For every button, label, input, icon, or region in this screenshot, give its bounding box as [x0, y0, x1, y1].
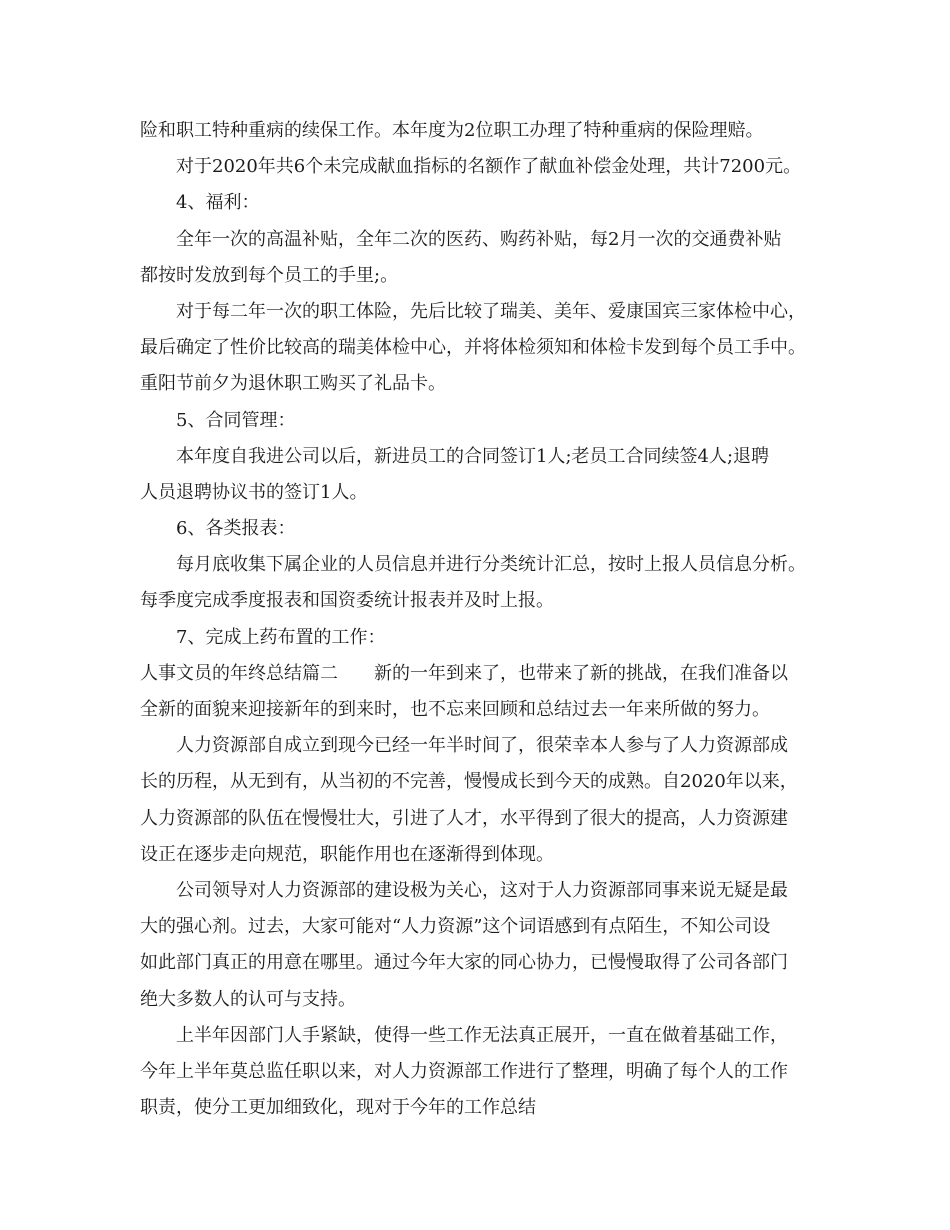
text-line: 绝大多数人的认可与支持。	[140, 988, 356, 1010]
text-line: 本年度自我进公司以后，新进员工的合同签订1人;老员工合同续签4人;退聘	[176, 445, 770, 467]
text-line: 人员退聘协议书的签订1人。	[140, 481, 368, 503]
text-line: 6、各类报表：	[176, 518, 296, 540]
text-line: 如此部门真正的用意在哪里。通过今年大家的同心协力，已慢慢取得了公司各部门	[140, 952, 788, 974]
text-line: 人力资源部自成立到现今已经一年半时间了，很荣幸本人参与了人力资源部成	[176, 735, 788, 757]
text-line: 4、福利：	[176, 192, 260, 214]
text-line: 每季度完成季度报表和国资委统计报表并及时上报。	[140, 590, 554, 612]
text-line: 人事文员的年终总结篇二 新的一年到来了，也带来了新的挑战，在我们准备以	[140, 662, 788, 684]
text-line: 大的强心剂。过去，大家可能对“人力资源”这个词语感到有点陌生，不知公司设	[140, 916, 771, 938]
text-line: 职责，使分工更加细致化，现对于今年的工作总结	[140, 1097, 536, 1119]
text-line: 长的历程，从无到有，从当初的不完善，慢慢成长到今天的成熟。自2020年以来，	[140, 771, 798, 793]
text-line: 全年一次的高温补贴，全年二次的医药、购药补贴，每2月一次的交通费补贴	[176, 228, 782, 250]
text-line: 公司领导对人力资源部的建设极为关心，这对于人力资源部同事来说无疑是最	[176, 879, 788, 901]
text-line: 全新的面貌来迎接新年的到来时，也不忘来回顾和总结过去一年来所做的努力。	[140, 699, 770, 720]
text-line: 5、合同管理：	[176, 409, 296, 431]
text-line: 人力资源部的队伍在慢慢壮大，引进了人才，水平得到了很大的提高，人力资源建	[140, 807, 788, 829]
text-line: 对于每二年一次的职工体险，先后比较了瑞美、美年、爱康国宾三家体检中心，	[176, 300, 806, 322]
text-line: 每月底收集下属企业的人员信息并进行分类统计汇总，按时上报人员信息分析。	[176, 554, 806, 576]
text-line: 上半年因部门人手紧缺，使得一些工作无法真正展开，一直在做着基础工作，	[176, 1024, 788, 1046]
text-line: 险和职工特种重病的续保工作。本年度为2位职工办理了特种重病的保险理赔。	[140, 120, 764, 141]
text-line: 今年上半年莫总监任职以来，对人力资源部工作进行了整理，明确了每个人的工作	[140, 1060, 788, 1082]
text-line: 设正在逐步走向规范，职能作用也在逐渐得到体现。	[140, 843, 554, 865]
text-line: 最后确定了性价比较高的瑞美体检中心，并将体检须知和体检卡发到每个员工手中。	[140, 337, 806, 359]
text-line: 都按时发放到每个员工的手里;。	[140, 264, 399, 286]
document-body	[140, 113, 820, 1126]
text-line: 重阳节前夕为退休职工购买了礼品卡。	[140, 373, 446, 395]
text-line: 7、完成上药布置的工作：	[176, 626, 386, 648]
text-line: 对于2020年共6个未完成献血指标的名额作了献血补偿金处理，共计7200元。	[176, 156, 802, 178]
